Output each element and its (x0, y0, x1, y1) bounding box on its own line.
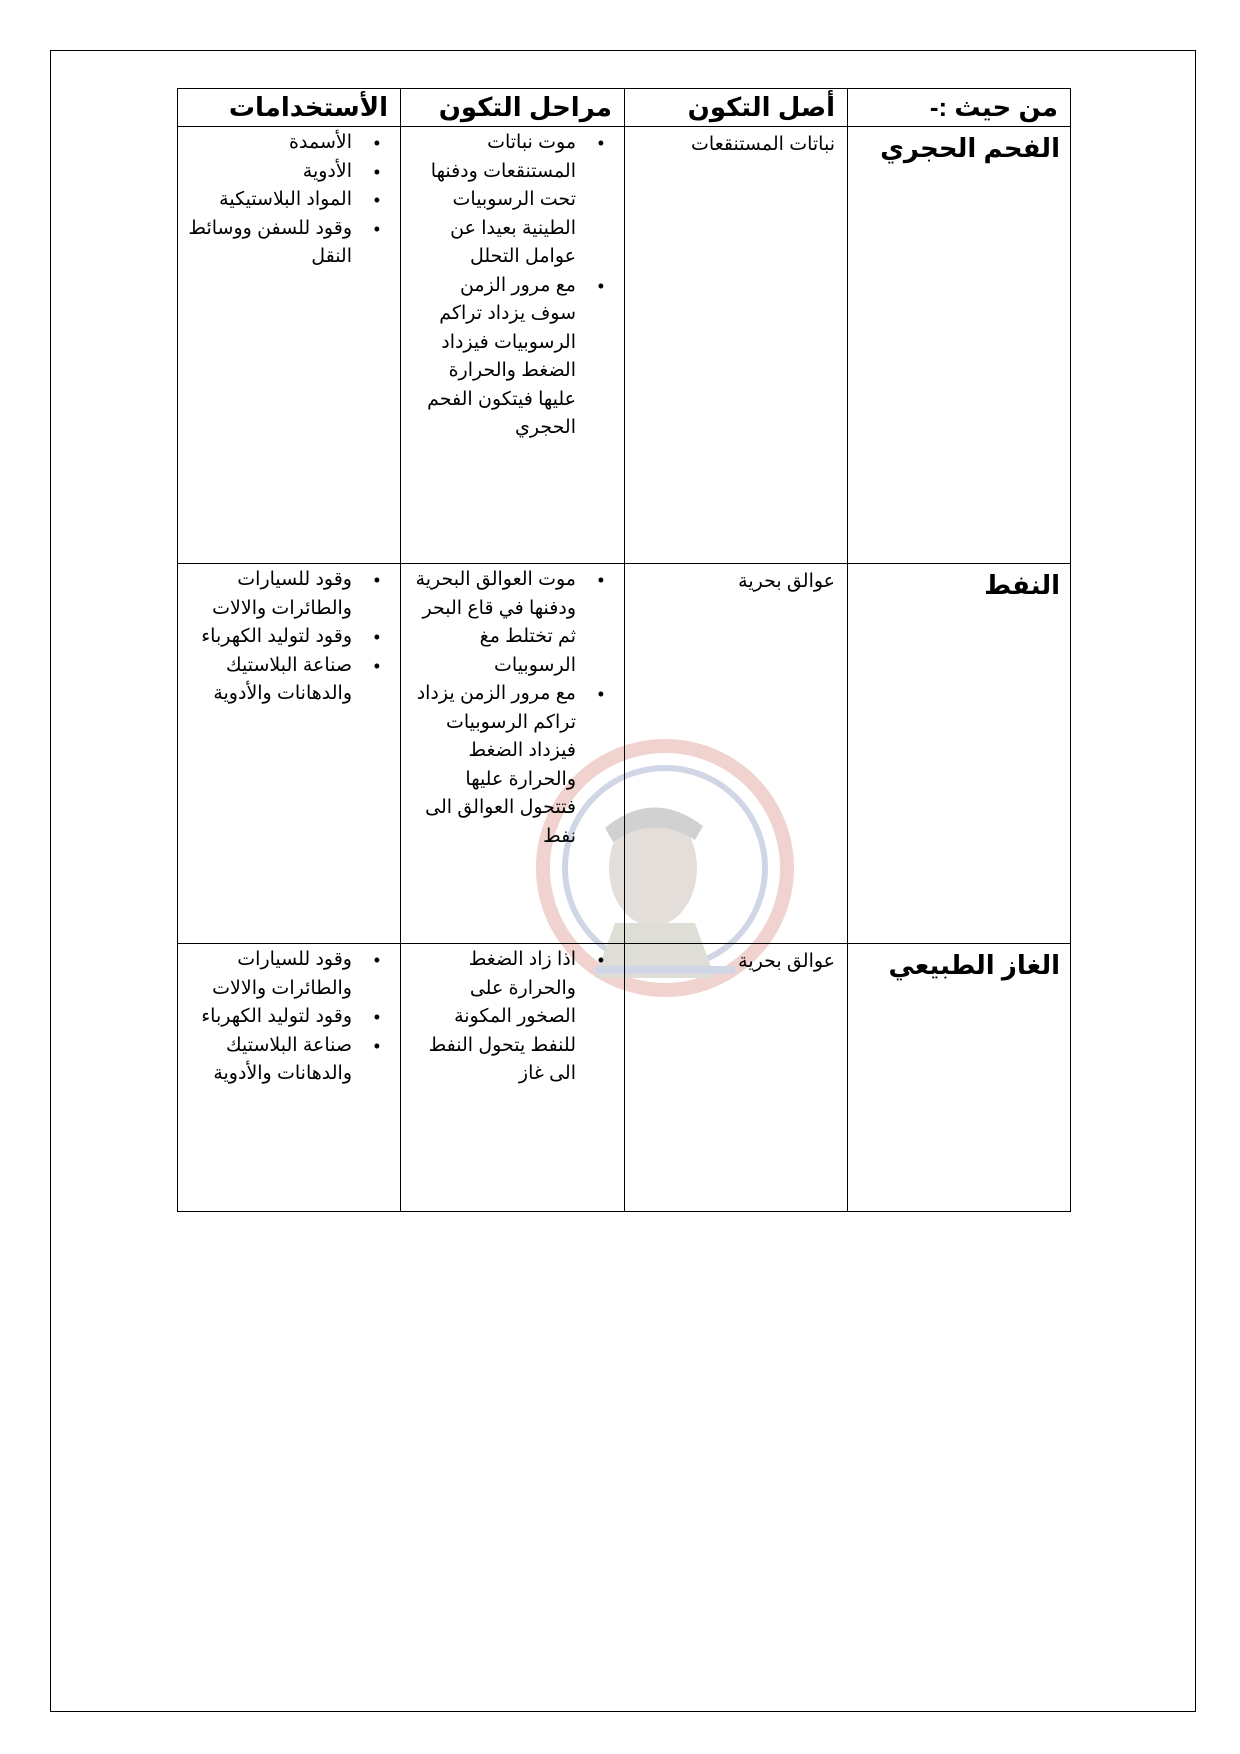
list-item: • اذا زاد الضغط والحرارة على الصخور المكونة للنفط يتحول النفط الى غاز (411, 946, 576, 1089)
table-row (178, 564, 1071, 944)
origin-cell: عوالق بحرية (625, 944, 848, 1212)
uses-list (188, 129, 390, 272)
origin-cell: عوالق بحرية (625, 564, 848, 944)
stages-list (411, 566, 614, 851)
list-item: • وقود لتوليد الكهرباء (188, 623, 352, 652)
row-title-coal: الفحم الحجري (848, 127, 1071, 564)
list-item: • صناعة البلاستيك والدهانات والأدوية (188, 652, 352, 709)
list-item: • مع مرور الزمن يزداد تراكم الرسوبيات فيزداد الضغط والحرارة عليها فتتحول العوالق الى نفط (411, 680, 576, 851)
header-uses: الأستخدامات (178, 89, 401, 127)
list-item: • وقود للسيارات والطائرات والالات (188, 566, 352, 623)
list-item: • وقود للسيارات والطائرات والالات (188, 946, 352, 1003)
header-origin: أصل التكون (625, 89, 848, 127)
list-item: • صناعة البلاستيك والدهانات والأدوية (188, 1032, 352, 1089)
stages-list (411, 946, 614, 1089)
uses-cell (178, 127, 401, 564)
table-row (178, 127, 1071, 564)
header-corner: من حيث :- (848, 89, 1071, 127)
stages-cell (401, 564, 625, 944)
list-item: • وقود للسفن ووسائط النقل (188, 215, 352, 272)
origin-cell: نباتات المستنقعات (625, 127, 848, 564)
header-row (178, 89, 1071, 127)
comparison-table (177, 88, 1071, 1212)
list-item: • الأدوية (188, 158, 352, 187)
list-item: • موت العوالق البحرية ودفنها في قاع البحر ثم تختلط مغ الرسوبيات (411, 566, 576, 680)
stages-cell (401, 944, 625, 1212)
stages-list (411, 129, 614, 443)
stages-cell (401, 127, 625, 564)
uses-cell (178, 564, 401, 944)
uses-list (188, 946, 390, 1089)
list-item: • مع مرور الزمن سوف يزداد تراكم الرسوبيات فيزداد الضغط والحرارة عليها فيتكون الفحم الحجري (411, 272, 576, 443)
list-item: • المواد البلاستيكية (188, 186, 352, 215)
header-stages: مراحل التكون (401, 89, 625, 127)
list-item: • الأسمدة (188, 129, 352, 158)
table-row (178, 944, 1071, 1212)
uses-list (188, 566, 390, 709)
uses-cell (178, 944, 401, 1212)
row-title-natural-gas: الغاز الطبيعي (848, 944, 1071, 1212)
list-item: • وقود لتوليد الكهرباء (188, 1003, 352, 1032)
row-title-oil: النفط (848, 564, 1071, 944)
list-item: • موت نباتات المستنقعات ودفنها تحت الرسوبيات الطينية بعيدا عن عوامل التحلل (411, 129, 576, 272)
